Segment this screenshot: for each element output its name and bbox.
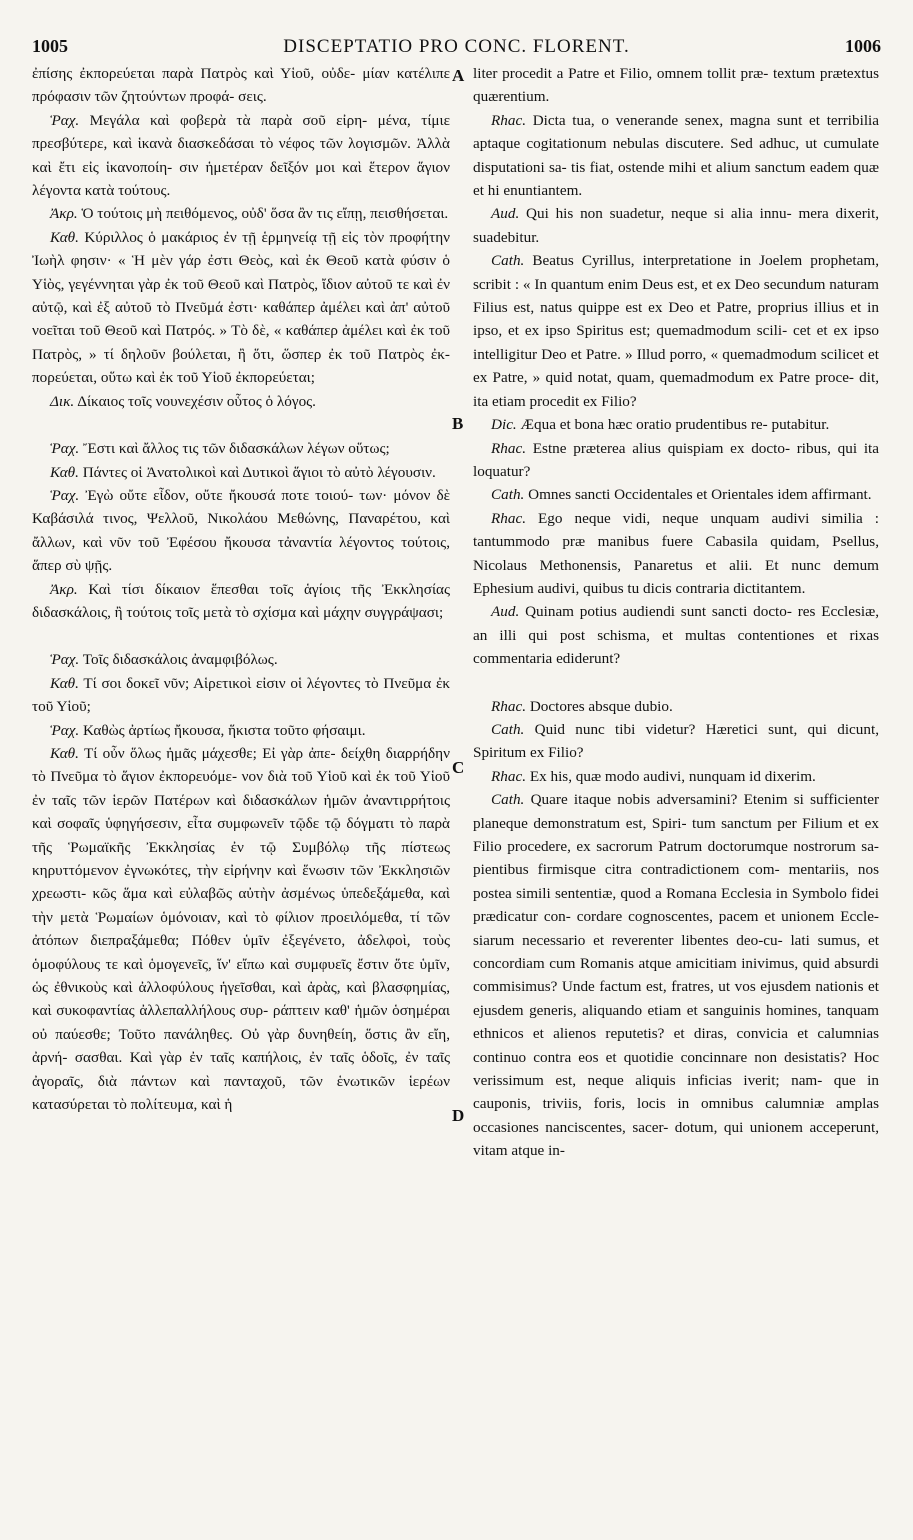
paragraph-text: Quare itaque nobis adversamini? Etenim si sufficienter planeque demonstratum est, Spiri- tum sanctum per Filium et ex Filio procedere, ex sacrorum Patrum doctorumque nostrorum sa- pientibus firmisque citra contradictionem com- mentariis, nos postea simili sententiæ, quod a Romana Ecclesia in Symbolo fidei prædicatur con- cordare cognoscentes, pacem et unionem Eccle- siarum necessario et reverenter libentes deo-cu- lati sumus, et concordiam cum Romanis atque amicitiam inivimus, quid absurdi commisimus? Unde factum est, fratres, ut vos ejusdem nationis et ejusdem generis, aliquando etiam et sanguinis homines, tanquam ethnicos et alienos reputetis? et diras, convicia et calumnias continuo contra eos et quotidie concinnare non desistatis? Hoc verissimum est, neque aliquis inficias iverit; nam- que in cauponis, triviis, foris, locis in omnibus calumniæ amplas occasiones nanciscentes, sacer- dotum, qui unionem acceperunt, vitam atque in- [473,791,879,1160]
latin-paragraph [473,695,879,718]
latin-paragraph [473,507,879,601]
paragraph-text: Ex his, quæ modo audivi, nunquam id dixerim. [529,767,816,785]
speaker-label: Ἀκρ. [50,205,78,223]
speaker-label: Δικ. [50,392,75,410]
speaker-label: Cath. [491,486,525,504]
page-number-left: 1005 [32,36,68,56]
latin-column [473,62,879,1163]
paragraph-text: Ἔστι καὶ ἄλλος τις τῶν διδασκάλων λέγων οὕτως; [83,440,390,458]
paragraph-text: Estne præterea alius quispiam ex docto- ribus, qui ita loquatur? [473,439,879,480]
speaker-label: Ῥαχ. [50,651,80,669]
greek-paragraph [32,719,450,742]
greek-paragraph [32,437,450,460]
greek-paragraph [32,461,450,484]
greek-paragraph [32,484,450,578]
margin-marker-c: C [452,758,465,777]
greek-paragraph [32,578,450,625]
latin-paragraph [473,483,879,506]
speaker-label: Ῥαχ. [50,111,80,129]
paragraph-text: ἐπίσης ἐκπορεύεται παρὰ Πατρὸς καὶ Υἱοῦ, οὐδε- μίαν κατέλιπε πρόφασιν τῶν ζητούντων προφά- σεις. [32,65,450,106]
paragraph-text: Μεγάλα καὶ φοβερὰ τὰ παρὰ σοῦ εἰρη- μένα, τίμιε πρεσβύτερε, καὶ ἱκανὰ διασκεδάσαι τὸ νέφος τῶν λογισμῶν. Ἀλλὰ καὶ ἔτι εἰς ἱκανοποίη- σιν ἡμετέραν δεῖξόν μοι καὶ ἕτερον ἅγιον λέγοντα κατὰ τούτους. [32,111,451,200]
latin-paragraph [473,437,879,484]
speaker-label: Cath. [491,720,525,738]
margin-markers [450,0,470,1540]
latin-paragraph [473,413,879,436]
paragraph-text: Καθὼς ἀρτίως ἤκουσα, ἥκιστα τοῦτο φήσαιμι. [83,721,366,739]
greek-column [32,62,450,1116]
paragraph-text: Ego neque vidi, neque unquam audivi similia : tantummodo præ manibus fuere Cabasila quidam, Psellus, Nicolaus Methonensis, Panaretus et alii. Et nunc demum Ephesium audivi, quibus tu dicis contraria dictitantem. [473,509,879,597]
paragraph-text: Πάντες οἱ Ἀνατολικοὶ καὶ Δυτικοὶ ἅγιοι τὸ αὐτὸ λέγουσιν. [82,463,436,481]
latin-paragraph [473,202,879,249]
speaker-label: Aud. [491,205,520,223]
paragraph-text: Καὶ τίσι δίκαιον ἕπεσθαι τοῖς ἁγίοις τῆς Ἐκκλησίας διδασκάλοις, ἢ τούτοις τοῖς μετὰ τὸ σχίσμα καὶ μάχην συγγράψασι; [32,580,450,621]
greek-paragraph [32,109,450,203]
speaker-label: Καθ. [50,674,79,692]
greek-paragraph [32,202,450,225]
paragraph-text: Τί σοι δοκεῖ νῦν; Αἱρετικοὶ εἰσιν οἱ λέγοντες τὸ Πνεῦμα ἐκ τοῦ Υἱοῦ; [32,674,450,716]
latin-paragraph [473,62,879,109]
speaker-label: Rhac. [491,767,527,785]
paragraph-text: Τοῖς διδασκάλοις ἀναμφιβόλως. [82,651,278,669]
margin-marker-b: B [452,414,464,433]
greek-paragraph [32,226,450,390]
paragraph-text: Κύριλλος ὁ μακάριος ἐν τῇ ἑρμηνείᾳ τῇ εἰς τὸν προφήτην Ἰωὴλ φησιν· « Ἡ μὲν γάρ ἐστι Θεὸς, καὶ ἐκ Θεοῦ κατὰ φύσιν ὁ Υἱὸς, γεγέννηται γὰρ ἐκ τοῦ Θεοῦ καὶ Πατρὸς, ἴδιον αὐτοῦ τε καὶ ἐν αὐτῷ, καὶ ἐξ αὐτοῦ τὸ Πνεῦμά ἐστι· καθάπερ ἀμέλει καὶ ἀπ' αὐτοῦ νοεῖται τοῦ Θεοῦ καὶ Πατρός. » Τὸ δὲ, « καθάπερ ἀμέλει καὶ ἐκ τοῦ Πατρὸς, » τί δηλοῦν βούλεται, ἢ ὅτι, ὥσπερ ἐκ τοῦ Πατρὸς ἐκ- πορεύεται, οὕτω καὶ ἐκ τοῦ Υἱοῦ ἐκπορεύεται; [32,228,450,387]
latin-paragraph [473,788,879,1163]
latin-paragraph [473,249,879,413]
speaker-label: Καθ. [50,228,79,246]
speaker-label: Ἀκρ. [50,580,78,598]
speaker-label: Rhac. [491,509,527,527]
latin-paragraph [473,765,879,788]
paragraph-text: Quid nunc tibi videtur? Hæretici sunt, qui dicunt, Spiritum ex Filio? [473,720,879,762]
latin-paragraph [473,109,879,203]
paragraph-text: Quinam potius audiendi sunt sancti docto- res Ecclesiæ, an illi qui post schisma, et multas contentiones et rixas commentaria ediderunt? [473,603,879,668]
greek-paragraph [32,742,450,1117]
greek-paragraph [32,648,450,671]
paragraph-text: Doctores absque dubio. [529,697,673,715]
paragraph-text: Dicta tua, o venerande senex, magna sunt et terribilia aptaque cogitationum nebulas discutere. Sed adhuc, ut cumulate disputationi sa- tis fiat, ostende mihi et alium sanctum eadem quæ et hi enuntiantem. [473,111,879,200]
paragraph-text: Δίκαιος τοῖς νουνεχέσιν οὗτος ὁ λόγος. [77,392,316,410]
paragraph-text: Qui his non suadetur, neque si alia innu- mera dixerit, suadebitur. [473,205,879,246]
latin-paragraph [473,600,879,670]
speaker-label: Rhac. [491,697,527,715]
paragraph-text: Ὁ τούτοις μὴ πειθόμενος, οὐδ' ὅσα ἂν τις εἴπῃ, πεισθήσεται. [81,205,449,223]
page-number-right: 1006 [845,36,881,56]
speaker-label: Rhac. [491,111,527,129]
running-title: DISCEPTATIO PRO CONC. FLORENT. [283,36,630,57]
latin-paragraph [473,718,879,765]
paragraph-text: Ἐγὼ οὔτε εἶδον, οὔτε ἤκουσά ποτε τοιού- των· μόνον δὲ Καβάσιλά τινος, Ψελλοῦ, Νικολάου Μεθώνης, Παναρέτου, καὶ ἄλλων, καὶ νῦν τοῦ Ἐφέσου ἤκουσα τἀναντία λέγοντος τούτοις, ἅπερ σὺ ψῇς. [32,486,451,575]
speaker-label: Ῥαχ. [50,721,80,739]
paragraph-text: Omnes sancti Occidentales et Orientales idem affirmant. [528,486,872,504]
speaker-label: Ῥαχ. [50,486,80,504]
margin-marker-d: D [452,1106,465,1125]
greek-paragraph [32,62,450,109]
greek-paragraph [32,390,450,413]
speaker-label: Ῥαχ. [50,440,80,458]
greek-paragraph [32,672,450,719]
speaker-label: Cath. [491,252,525,270]
paragraph-text: Æqua et bona hæc oratio prudentibus re- putabitur. [520,416,830,434]
speaker-label: Cath. [491,791,525,809]
speaker-label: Dic. [491,416,517,434]
speaker-label: Aud. [491,603,520,621]
speaker-label: Καθ. [50,744,79,762]
paragraph-text: liter procedit a Patre et Filio, omnem tollit præ- textum prætextus quærentium. [473,65,879,106]
speaker-label: Καθ. [50,463,79,481]
paragraph-text: Τί οὖν ὅλως ἡμᾶς μάχεσθε; Εἰ γὰρ ἀπε- δείχθη διαρρήδην τὸ Πνεῦμα τὸ ἅγιον ἐκπορευόμε- νον διὰ τοῦ Υἱοῦ καὶ ἐκ τοῦ Υἱοῦ ἐν ταῖς τῶν ἱερῶν Πατέρων καὶ διδασκάλων ἡμῶν ἀναντιρρήτοις καὶ σοφαῖς ὑφηγήσεσιν, εἶτα συμφωνεῖν τῷδε τῷ δόγματι τὸ παρὰ τῆς Ῥωμαϊκῆς Ἐκκλησίας ἐν τῷ Συμβόλῳ τῆς πίστεως κηρυττόμενον ἐγνωκότες, τὴν εἰρήνην καὶ ἕνωσιν τῶν Ἐκκλησιῶν χρεωστι- κῶς ἅμα καὶ εὐλαβῶς αὐτὴν ἀσμένως ὑπεδεξάμεθα, καὶ τὴν μετὰ Ῥωμαίων ὁμόνοιαν, καὶ τὸ φίλιον προειλόμεθα, τί τῶν ἀτόπων διεπραξάμεθα; Πόθεν ὑμῖν ἐξεγένετο, ἀδελφοὶ, τοὺς ὁμοφύλους τε καὶ ὁμογενεῖς, ἵν' εἴπω καὶ συμφυεῖς ἔστιν ὅτε ὑμῖν, ὡς ἐθνικοὺς καὶ ἀλλοφύλους ἡγεῖσθαι, καὶ ἀρὰς, καὶ βλασφημίας, καὶ συκοφαντίας ἀλλεπαλλήλους συρ- ράπτειν καθ' ἡμῶν ὁσημέραι οὐ παύεσθε; Τοῦτο πανάληθες. Οὐ γὰρ δυνηθείη, ὅστις ἂν εἴη, ἀρνή- σασθαι. Καὶ γὰρ ἐν ταῖς καπήλοις, ἐν ταῖς ὁδοῖς, ἐν ταῖς ἀγοραῖς, διὰ πάντων καὶ πανταχοῦ, τῶν ἑνωτικῶν ἱερέων κατασύρεται τὸ πολίτευμα, καὶ ἡ [32,744,450,1114]
margin-marker-a: A [452,66,465,85]
paragraph-text: Beatus Cyrillus, interpretatione in Joelem prophetam, scribit : « In quantum enim Deus est, et ex Deo secundum naturam Filius est, natus quippe est ex Deo et Patre, proprius illius et in ipso, et ex ipso Spiritus est; quemadmodum scili- cet et ex ipso intelligitur Deo et Patre. » Illud porro, « quemadmodum scilicet et ex Patre, » quid notat, quam, quemadmodum ex Patre proce- dit, ita etiam procedit ex Filio? [473,252,879,410]
speaker-label: Rhac. [491,439,527,457]
